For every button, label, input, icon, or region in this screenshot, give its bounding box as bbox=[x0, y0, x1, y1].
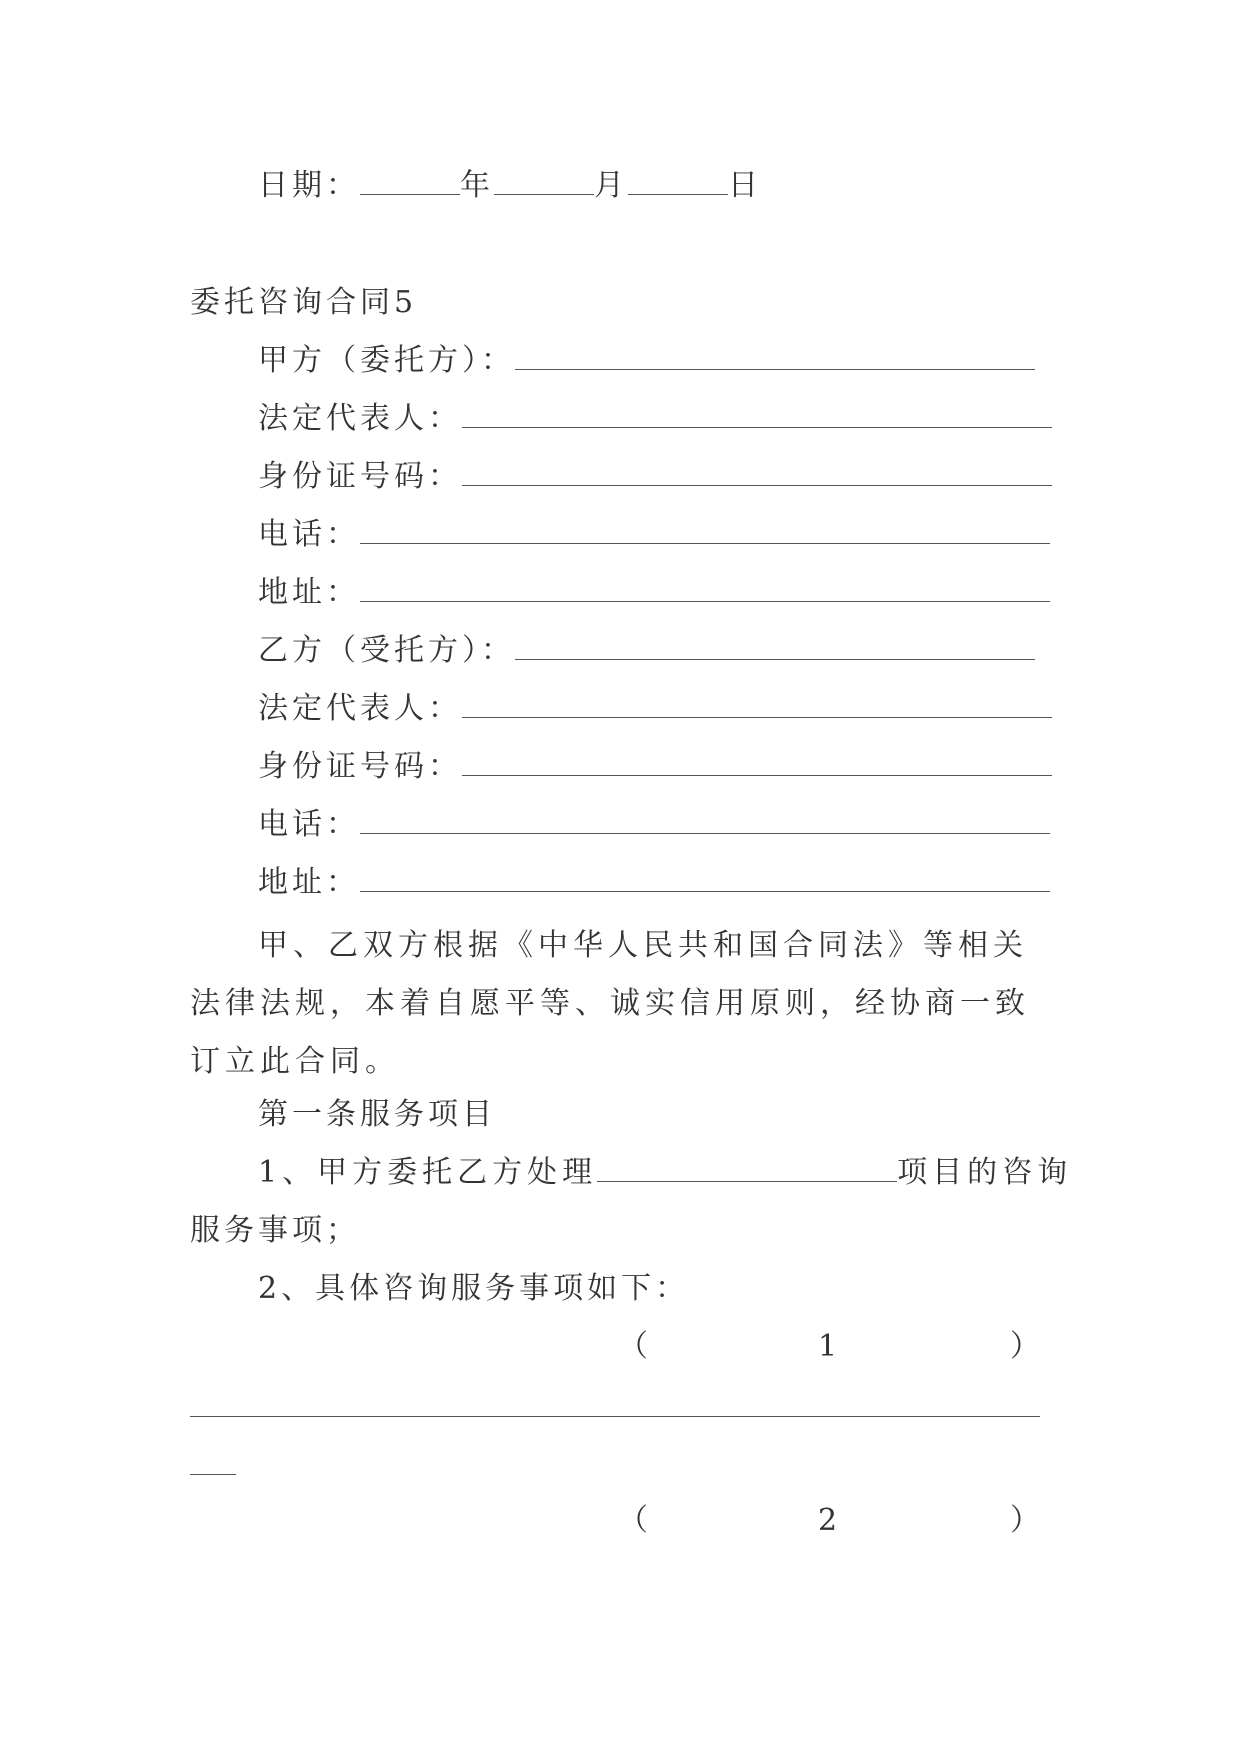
party-a-phone-blank bbox=[360, 517, 1050, 544]
article1-item1-blank bbox=[597, 1155, 897, 1182]
day-blank bbox=[628, 168, 728, 195]
party-a-legal-rep-line bbox=[258, 399, 1052, 439]
contract-title: 委托咨询合同5 bbox=[190, 285, 418, 320]
subitem-2-close-paren: ） bbox=[1010, 1503, 1044, 1538]
party-b-id-line bbox=[258, 747, 1052, 787]
party-b-legal-rep-blank bbox=[462, 691, 1052, 718]
party-b-id-blank bbox=[462, 749, 1052, 776]
party-b-address-line bbox=[258, 863, 1050, 903]
party-b-blank bbox=[515, 633, 1035, 660]
party-a-label: 甲方（委托方）： bbox=[258, 343, 515, 378]
subitem-2-open-paren: （ bbox=[618, 1503, 652, 1538]
party-b-legal-rep-line bbox=[258, 689, 1052, 729]
party-a-phone-line bbox=[258, 515, 1050, 555]
party-a-address-line bbox=[258, 573, 1050, 613]
subitem-2-number: 2 bbox=[818, 1503, 842, 1538]
party-a-phone-label: 电话： bbox=[258, 517, 360, 552]
article1-item1-suffix: 项目的咨询 bbox=[897, 1155, 1073, 1190]
party-a-address-blank bbox=[360, 575, 1050, 602]
party-b-legal-rep-label: 法定代表人： bbox=[258, 691, 462, 726]
party-a-address-label: 地址： bbox=[258, 575, 360, 610]
party-a-id-blank bbox=[462, 459, 1052, 486]
date-label: 日期： bbox=[258, 168, 360, 203]
article1-item2: 2、具体咨询服务事项如下： bbox=[258, 1271, 690, 1306]
year-label: 年 bbox=[460, 168, 494, 203]
party-b-address-label: 地址： bbox=[258, 865, 360, 900]
subitem-1-number: 1 bbox=[818, 1329, 842, 1364]
party-a-id-line bbox=[258, 457, 1052, 497]
party-b-address-blank bbox=[360, 865, 1050, 892]
subitem-1-rule-tail bbox=[190, 1474, 236, 1475]
party-a-id-label: 身份证号码： bbox=[258, 459, 462, 494]
party-b-phone-label: 电话： bbox=[258, 807, 360, 842]
article1-item1-cont: 服务事项； bbox=[190, 1213, 360, 1248]
party-b-label: 乙方（受托方）： bbox=[258, 633, 515, 668]
subitem-1-rule bbox=[190, 1416, 1040, 1417]
party-b-phone-line bbox=[258, 805, 1050, 845]
month-blank bbox=[494, 168, 594, 195]
subitem-1-open-paren: （ bbox=[618, 1329, 652, 1364]
party-a-legal-rep-blank bbox=[462, 401, 1052, 428]
article1-heading: 第一条服务项目 bbox=[258, 1097, 496, 1132]
party-b-line bbox=[258, 631, 1035, 671]
party-a-legal-rep-label: 法定代表人： bbox=[258, 401, 462, 436]
subitem-1-close-paren: ） bbox=[1010, 1329, 1044, 1364]
preamble-paragraph: 甲、乙双方根据《中华人民共和国合同法》等相关法律法规，本着自愿平等、诚实信用原则，经协商一致订立此合同。 bbox=[190, 928, 1030, 1079]
party-a-blank bbox=[515, 343, 1035, 370]
party-b-phone-blank bbox=[360, 807, 1050, 834]
article1-item1-line bbox=[258, 1153, 1072, 1193]
article1-item1-prefix: 1、甲方委托乙方处理 bbox=[258, 1155, 598, 1190]
party-b-id-label: 身份证号码： bbox=[258, 749, 462, 784]
party-a-line bbox=[258, 341, 1035, 381]
year-blank bbox=[360, 168, 460, 195]
day-label: 日 bbox=[728, 168, 762, 203]
month-label: 月 bbox=[594, 168, 628, 203]
date-line bbox=[258, 166, 762, 206]
